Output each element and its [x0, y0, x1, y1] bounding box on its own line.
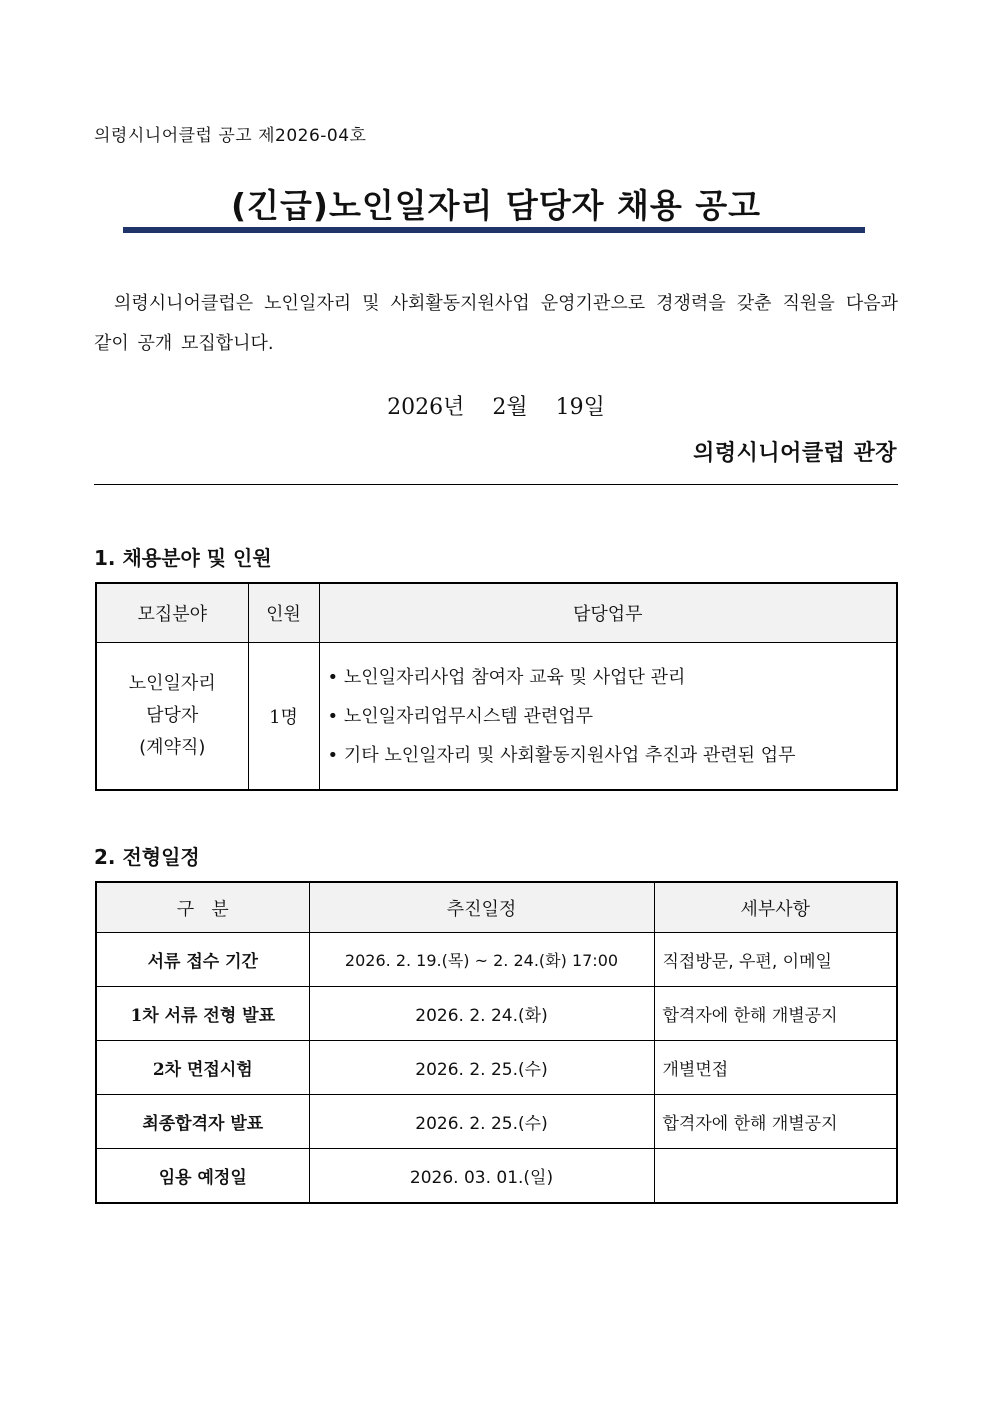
title-underline	[123, 227, 865, 233]
organization-signature: 의령시니어클럽 관장	[693, 441, 897, 466]
detail-cell: 개별면접	[654, 1041, 897, 1095]
detail-cell	[654, 1149, 897, 1204]
section-title-recruitment: 1. 채용분야 및 인원	[94, 546, 272, 570]
table-row	[96, 933, 897, 987]
schedule-cell: 2026. 2. 19.(목) ~ 2. 24.(화) 17:00	[309, 933, 654, 987]
header-stage: 구 분	[96, 882, 309, 933]
table-header-row	[96, 882, 897, 933]
detail-cell: 합격자에 한해 개별공지	[654, 1095, 897, 1149]
stage-cell: 최종합격자 발표	[96, 1095, 309, 1149]
stage-cell: 서류 접수 기간	[96, 933, 309, 987]
notice-number: 의령시니어클럽 공고 제2026-04호	[94, 126, 367, 146]
stage-cell: 1차 서류 전형 발표	[96, 987, 309, 1041]
schedule-cell: 2026. 03. 01.(일)	[309, 1149, 654, 1204]
recruitment-table	[95, 582, 898, 791]
header-detail: 세부사항	[654, 882, 897, 933]
header-schedule: 추진일정	[309, 882, 654, 933]
detail-cell: 합격자에 한해 개별공지	[654, 987, 897, 1041]
section-title-schedule: 2. 전형일정	[94, 845, 200, 869]
header-duties: 담당업무	[319, 583, 897, 643]
list-item: • 노인일자리사업 참여자 교육 및 사업단 관리	[327, 666, 686, 688]
stage-cell: 임용 예정일	[96, 1149, 309, 1204]
intro-paragraph: 의령시니어클럽은 노인일자리 및 사회활동지원사업 운영기관으로 경쟁력을 갖춘 직원을 다음과 같이 공개 모집합니다.	[94, 293, 898, 354]
stage-cell: 2차 면접시험	[96, 1041, 309, 1095]
field-line: 노인일자리	[128, 673, 216, 694]
schedule-cell: 2026. 2. 25.(수)	[309, 1041, 654, 1095]
divider	[94, 484, 898, 485]
list-item: • 노인일자리업무시스템 관련업무	[327, 705, 593, 727]
duties-list	[319, 643, 897, 791]
field-line: 담당자	[146, 705, 199, 726]
table-row	[96, 1149, 897, 1204]
field-line: (계약직)	[139, 737, 206, 758]
header-field: 모집분야	[96, 583, 248, 643]
table-row	[96, 1095, 897, 1149]
table-row	[96, 987, 897, 1041]
table-header-row	[96, 583, 897, 643]
recruitment-count: 1명	[248, 643, 319, 791]
schedule-table	[95, 881, 898, 1204]
table-row	[96, 643, 897, 791]
date-year: 2026년	[387, 395, 465, 420]
schedule-cell: 2026. 2. 25.(수)	[309, 1095, 654, 1149]
table-row	[96, 1041, 897, 1095]
announcement-date	[0, 390, 992, 421]
schedule-cell: 2026. 2. 24.(화)	[309, 987, 654, 1041]
recruitment-field	[96, 643, 248, 791]
detail-cell: 직접방문, 우편, 이메일	[654, 933, 897, 987]
page-title: (긴급)노인일자리 담당자 채용 공고	[231, 186, 761, 225]
date-month: 2월	[492, 395, 528, 420]
date-day: 19일	[555, 395, 605, 420]
header-count: 인원	[248, 583, 319, 643]
list-item: • 기타 노인일자리 및 사회활동지원사업 추진과 관련된 업무	[327, 744, 796, 766]
